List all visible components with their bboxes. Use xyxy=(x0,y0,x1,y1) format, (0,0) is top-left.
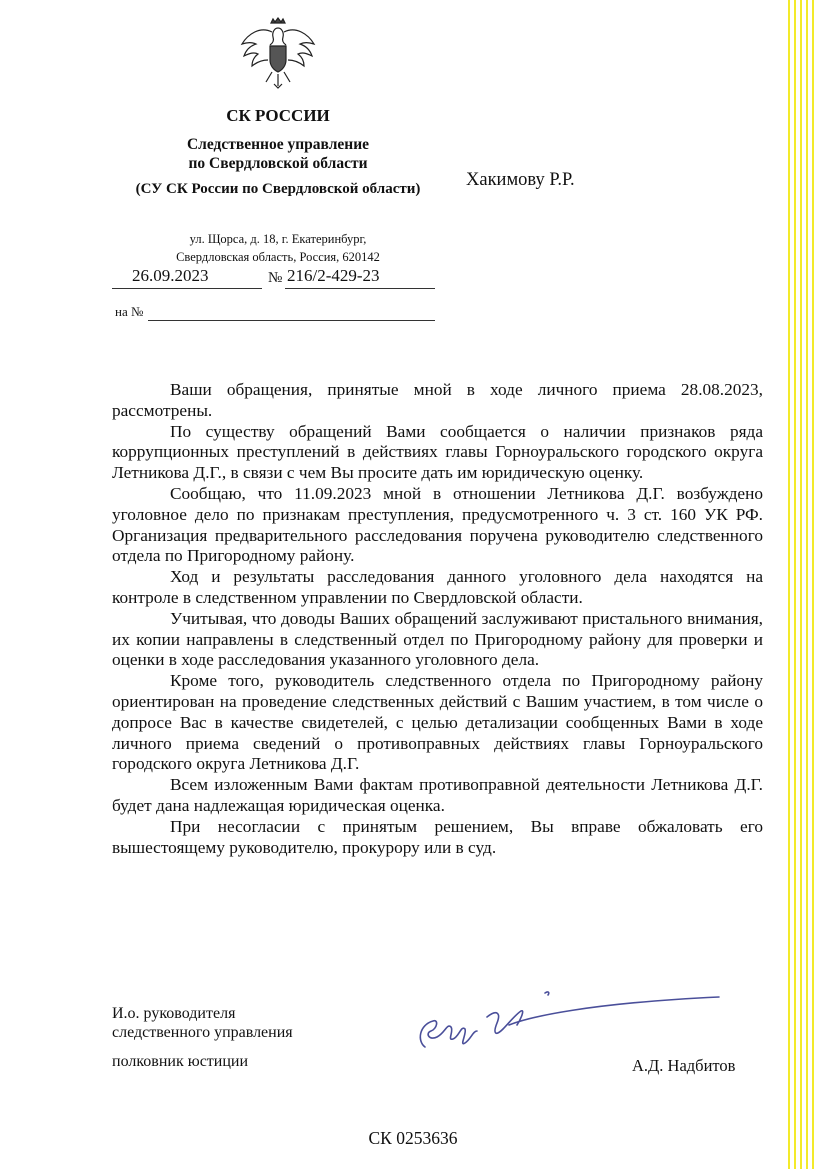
document-number: 216/2-429-23 xyxy=(287,266,380,285)
signer-name: А.Д. Надбитов xyxy=(632,1056,736,1075)
recipient: Хакимову Р.Р. xyxy=(466,170,575,190)
signer-title-line-1: И.о. руководителя xyxy=(112,1005,236,1022)
number-field xyxy=(285,262,435,289)
department-line-1: Следственное управление xyxy=(186,136,370,153)
date-field xyxy=(112,262,262,289)
signer-title-line-2: следственного управления xyxy=(112,1024,293,1041)
coat-of-arms-icon xyxy=(238,14,318,94)
reference-field xyxy=(148,304,435,321)
department-name xyxy=(108,135,448,173)
reference-label: на № xyxy=(115,304,144,319)
paragraph: При несогласии с принятым решением, Вы вправе обжаловать его вышестоящему руководителю, прокурору или в суд. xyxy=(112,816,763,857)
paragraph: По существу обращений Вами сообщается о наличии признаков ряда коррупционных преступлений в действиях главы Горноуральского городского округа Летникова Д.Г., в связи с чем Вы просите дать им юридическую оценку. xyxy=(112,421,763,483)
paragraph: Кроме того, руководитель следственного отдела по Пригородному району ориентирован на проведение следственных действий с Вашим участием, в том числе о допросе Вас в качестве свидетелей, с целью детализации сообщенных Вами в ходе личного приема сведений о противоправных действиях главы Горноуральского городского округа Летникова Д.Г. xyxy=(112,671,763,774)
paragraph: Всем изложенным Вами фактам противоправной деятельности Летникова Д.Г. будет дана надлежащая юридическая оценка. xyxy=(112,775,763,815)
address-line-1: ул. Щорса, д. 18, г. Екатеринбург, xyxy=(189,232,367,246)
paragraph: Сообщаю, что 11.09.2023 мной в отношении Летникова Д.Г. возбуждено уголовное дело по признакам преступления, предусмотренного ч. 3 ст. 160 УК РФ. Организация предварительного расследования поручена руководителю следственного отдела по Пригородному району. xyxy=(112,483,763,566)
org-address xyxy=(160,230,396,266)
document-date: 26.09.2023 xyxy=(132,266,209,285)
form-serial-number: СК 0253636 xyxy=(368,1128,458,1148)
address-line-2: Свердловская область, Россия, 620142 xyxy=(176,250,380,264)
org-name: СК РОССИИ xyxy=(226,106,330,125)
department-line-2: по Свердловской области xyxy=(188,155,368,172)
margin-decoration xyxy=(788,0,818,1169)
number-sign: № xyxy=(268,270,283,286)
paragraph: Ваши обращения, принятые мной в ходе личного приема 28.08.2023, рассмотрены. xyxy=(112,380,763,420)
paragraph: Ход и результаты расследования данного уголовного дела находятся на контроле в следственном управлении по Свердловской области. xyxy=(112,567,763,607)
org-abbreviation: (СУ СК России по Свердловской области) xyxy=(135,181,421,197)
signer-rank: полковник юстиции xyxy=(112,1053,249,1070)
letter-body xyxy=(112,380,763,858)
handwritten-signature xyxy=(395,985,725,1065)
signer-title xyxy=(112,1004,293,1042)
paragraph: Учитывая, что доводы Ваших обращений заслуживают пристального внимания, их копии направлены в следственный отдел по Пригородному району для проверки и оценки в ходе расследования указанного уголовного дела. xyxy=(112,608,763,670)
